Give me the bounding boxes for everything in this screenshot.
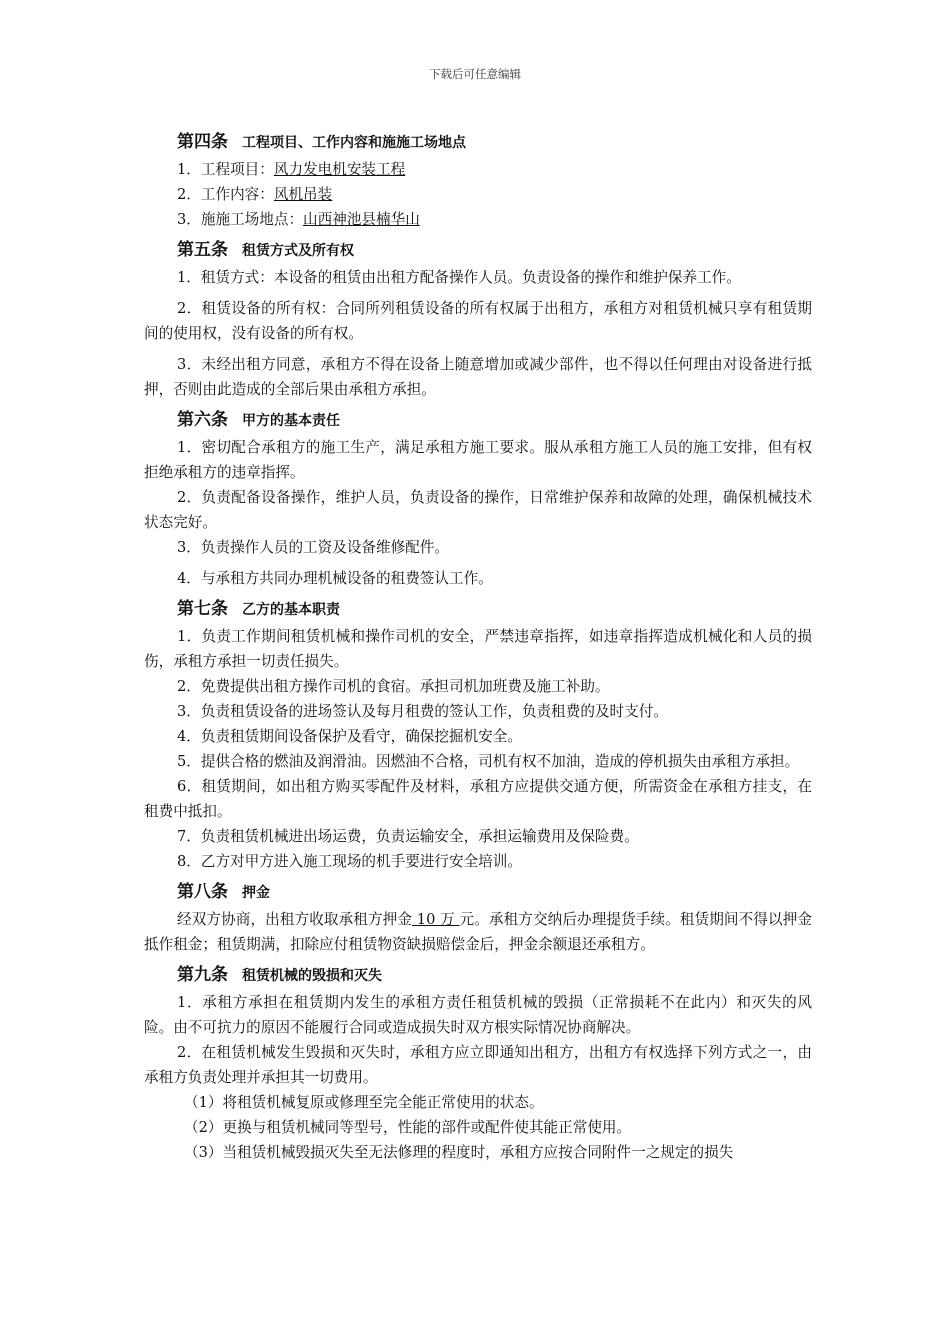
article-4-item-1 xyxy=(144,157,812,182)
deposit-amount: 10 万 xyxy=(412,911,460,928)
article-5-heading xyxy=(177,238,812,263)
item-value: 山西神池县楠华山 xyxy=(303,211,420,228)
paragraph: 3．未经出租方同意，承租方不得在设备上随意增加或减少部件，也不得以任何理由对设备进行抵押，否则由此造成的全部后果由承租方承担。 xyxy=(144,356,812,398)
paragraph: 4．与承租方共同办理机械设备的租费签认工作。 xyxy=(177,570,493,587)
paragraph: 8．乙方对甲方进入施工现场的机手要进行安全培训。 xyxy=(177,853,522,870)
paragraph: 1．租赁方式：本设备的租赁由出租方配备操作人员。负责设备的操作和维护保养工作。 xyxy=(177,269,741,286)
option-item: （1）将租赁机械复原或修理至完全能正常使用的状态。 xyxy=(184,1094,544,1111)
item-label: 1．工程项目： xyxy=(177,161,274,178)
paragraph: 5．提供合格的燃油及润滑油。因燃油不合格，司机有权不加油，造成的停机损失由承租方承担。 xyxy=(177,753,800,770)
page-header-note: 下载后可任意编辑 xyxy=(429,67,521,81)
article-number: 第八条 xyxy=(177,882,228,902)
paragraph: 3．负责租赁设备的进场签认及每月租费的签认工作，负责租费的及时支付。 xyxy=(177,703,668,720)
paragraph: 6．租赁期间，如出租方购买零配件及材料，承租方应提供交通方便，所需资金在承租方挂支，在租费中抵扣。 xyxy=(144,778,812,820)
article-title: 工程项目、工作内容和施施工场地点 xyxy=(242,135,466,151)
paragraph: 1．负责工作期间租赁机械和操作司机的安全，严禁违章指挥，如违章指挥造成机械化和人员的损伤，承租方承担一切责任损失。 xyxy=(144,628,812,670)
article-number: 第六条 xyxy=(177,410,228,430)
paragraph: 2．租赁设备的所有权：合同所列租赁设备的所有权属于出租方，承租方对租赁机械只享有租赁期间的使用权，没有设备的所有权。 xyxy=(144,300,812,342)
item-value: 风力发电机安装工程 xyxy=(273,161,406,178)
article-8-heading xyxy=(177,880,812,905)
paragraph: 1．密切配合承租方的施工生产，满足承租方施工要求。服从承租方施工人员的施工安排，但有权拒绝承租方的违章指挥。 xyxy=(144,439,812,481)
paragraph: 3．负责操作人员的工资及设备维修配件。 xyxy=(177,539,449,556)
paragraph: 2．免费提供出租方操作司机的食宿。承担司机加班费及施工补助。 xyxy=(177,678,610,695)
article-6-heading xyxy=(177,408,812,433)
article-title: 租赁方式及所有权 xyxy=(242,243,354,259)
paragraph: 7．负责租赁机械进出场运费，负责运输安全，承担运输费用及保险费。 xyxy=(177,828,639,845)
deposit-paragraph xyxy=(144,907,812,957)
article-number: 第七条 xyxy=(177,599,228,619)
article-4-heading xyxy=(177,130,812,155)
article-title: 租赁机械的毁损和灭失 xyxy=(242,968,382,984)
deposit-text-post: 元。承租方交纳后办理提货手续。租赁期间不得以押金抵作租金；租赁期满，扣除应付租赁物资缺损赔偿金后，押金余额退还承租方。 xyxy=(144,911,812,953)
article-number: 第五条 xyxy=(177,240,228,260)
item-label: 3．施施工场地点： xyxy=(177,211,304,228)
item-value: 风机吊装 xyxy=(273,186,333,203)
contract-body xyxy=(144,124,812,1165)
article-7-heading xyxy=(177,597,812,622)
article-number: 第九条 xyxy=(177,965,228,985)
paragraph: 2．在租赁机械发生毁损和灭失时，承租方应立即通知出租方，出租方有权选择下列方式之一，由承租方负责处理并承担其一切费用。 xyxy=(144,1044,812,1086)
paragraph: 4．负责租赁期间设备保护及看守，确保挖掘机安全。 xyxy=(177,728,522,745)
article-4-item-2 xyxy=(144,182,812,207)
paragraph: 2．负责配备设备操作，维护人员，负责设备的操作，日常维护保养和故障的处理，确保机械技术状态完好。 xyxy=(144,489,812,531)
option-item: （3）当租赁机械毁损灭失至无法修理的程度时，承租方应按合同附件一之规定的损失 xyxy=(184,1144,734,1161)
article-4-item-3 xyxy=(144,207,812,232)
article-title: 押金 xyxy=(242,885,270,901)
option-item: （2）更换与租赁机械同等型号，性能的部件或配件使其能正常使用。 xyxy=(184,1119,632,1136)
item-label: 2．工作内容： xyxy=(177,186,274,203)
article-title: 乙方的基本职责 xyxy=(242,602,340,618)
paragraph: 1．承租方承担在租赁期内发生的承租方责任租赁机械的毁损（正常损耗不在此内）和灭失的风险。由不可抗力的原因不能履行合同或造成损失时双方根实际情况协商解决。 xyxy=(144,994,812,1036)
deposit-text-pre: 经双方协商，出租方收取承租方押金 xyxy=(177,911,413,928)
article-number: 第四条 xyxy=(177,132,228,152)
article-9-heading xyxy=(177,963,812,988)
article-title: 甲方的基本责任 xyxy=(242,413,340,429)
